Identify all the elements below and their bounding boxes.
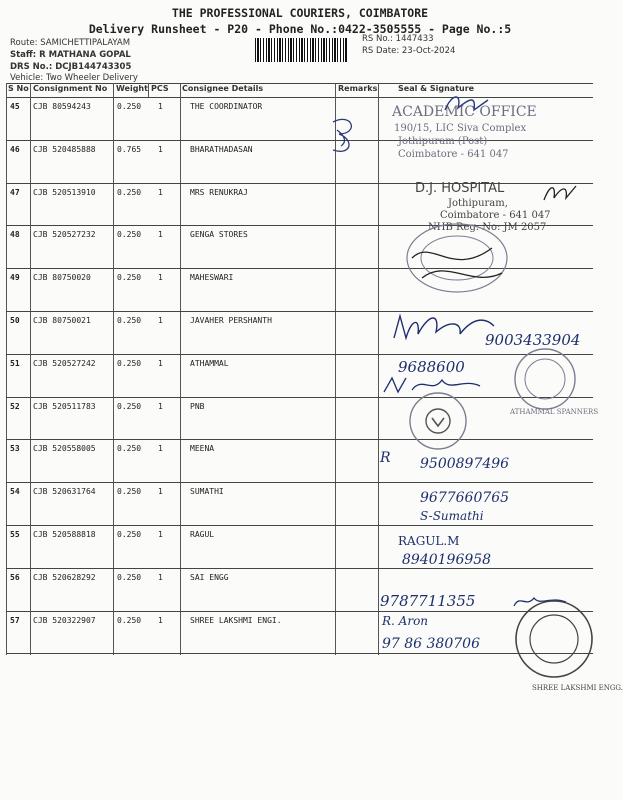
column-divider — [335, 83, 336, 655]
rs-number: RS No.: 1447433 — [362, 34, 434, 44]
column-divider — [30, 83, 31, 655]
cell-sno: 52 — [10, 401, 20, 411]
cell-consignment-no: CJB 520628292 — [33, 572, 96, 582]
cell-sno: 46 — [10, 144, 20, 154]
cell-pcs: 1 — [158, 444, 163, 454]
col-header-sno: S No — [8, 84, 29, 93]
cell-sno: 51 — [10, 358, 20, 368]
seal-stamp-line: Coimbatore - 641 047 — [398, 149, 509, 160]
cell-consignment-no: CJB 520513910 — [33, 187, 96, 197]
column-divider — [113, 83, 114, 655]
handwritten-name: R. Aron — [382, 614, 429, 628]
row-separator — [6, 354, 593, 355]
cell-consignment-no: CJB 80750021 — [33, 316, 91, 325]
cell-pcs: 1 — [158, 487, 163, 497]
cell-weight: 0.250 — [117, 444, 142, 454]
cell-consignment-no: CJB 520588818 — [33, 530, 96, 539]
vehicle-label: Vehicle: Two Wheeler Delivery — [10, 73, 138, 83]
cell-pcs: 1 — [158, 316, 163, 325]
cell-sno: 47 — [10, 187, 20, 197]
cell-consignment-no: CJB 520527232 — [33, 230, 96, 240]
cell-sno: 55 — [10, 530, 20, 539]
signature-mark — [540, 180, 580, 206]
cell-weight: 0.250 — [117, 615, 142, 625]
seal-stamp-line: Jothipuram, — [448, 198, 508, 209]
cell-consignee: ATHAMMAL — [190, 358, 229, 368]
handwritten-name: RAGUL.M — [398, 534, 460, 548]
row-separator — [6, 311, 593, 312]
handwritten-phone: 8940196958 — [402, 552, 492, 568]
cell-weight: 0.250 — [117, 316, 142, 325]
cell-consignee: GENGA STORES — [190, 230, 248, 240]
cell-sno: 45 — [10, 102, 20, 111]
handwritten-initials: R — [380, 450, 391, 466]
route-label: Route: SAMICHETTIPALAYAM — [10, 38, 131, 48]
handwritten-phone: 9688600 — [398, 358, 465, 376]
cell-weight: 0.250 — [117, 358, 142, 368]
cell-pcs: 1 — [158, 102, 163, 111]
cell-consignee: MAHESWARI — [190, 273, 234, 283]
col-header-weight: Weight — [116, 84, 148, 93]
handwritten-phone: 9787711355 — [380, 592, 476, 610]
cell-consignment-no: CJB 80750020 — [33, 273, 91, 283]
row-separator — [6, 183, 593, 184]
cell-sno: 49 — [10, 273, 20, 283]
round-seal-stamp — [402, 218, 512, 298]
cell-consignee: SHREE LAKSHMI ENGI. — [190, 615, 282, 625]
cell-consignment-no: CJB 80594243 — [33, 102, 91, 111]
cell-weight: 0.250 — [117, 487, 142, 497]
cell-consignee: PNB — [190, 401, 205, 411]
remark-scribble — [325, 112, 365, 162]
seal-stamp-line: D.J. HOSPITAL — [415, 181, 505, 196]
cell-weight: 0.250 — [117, 572, 142, 582]
cell-sno: 48 — [10, 230, 20, 240]
cell-consignee: THE COORDINATOR — [190, 102, 263, 111]
round-seal-stamp — [405, 390, 471, 452]
seal-stamp-caption: ATHAMMAL SPANNERS — [510, 408, 599, 416]
cell-sno: 56 — [10, 572, 20, 582]
cell-pcs: 1 — [158, 144, 163, 154]
table-left-border — [6, 83, 7, 655]
signature-mark — [440, 88, 510, 118]
column-divider — [148, 83, 149, 97]
seal-stamp-line: NHB Reg. No: JM 2057 — [428, 222, 547, 233]
row-separator — [6, 653, 593, 654]
rs-date: RS Date: 23-Oct-2024 — [362, 46, 456, 56]
cell-weight: 0.250 — [117, 273, 142, 283]
cell-weight: 0.250 — [117, 230, 142, 240]
cell-weight: 0.250 — [117, 401, 142, 411]
handwritten-phone: 9677660765 — [420, 490, 510, 506]
cell-consignment-no: CJB 520527242 — [33, 358, 96, 368]
col-header-consignee: Consignee Details — [182, 84, 264, 93]
cell-weight: 0.250 — [117, 530, 142, 539]
handwritten-phone: 9500897496 — [420, 456, 510, 472]
seal-stamp-line: Jothipuram (Post) — [398, 136, 488, 147]
cell-consignment-no: CJB 520558005 — [33, 444, 96, 454]
cell-consignment-no: CJB 520322907 — [33, 615, 96, 625]
row-separator — [6, 525, 593, 526]
row-separator — [6, 140, 593, 141]
cell-consignment-no: CJB 520631764 — [33, 487, 96, 497]
cell-consignee: MRS RENUKRAJ — [190, 187, 248, 197]
handwritten-name: S-Sumathi — [420, 509, 484, 523]
cell-consignee: SUMATHI — [190, 487, 224, 497]
cell-weight: 0.250 — [117, 187, 142, 197]
cell-consignment-no: CJB 520511783 — [33, 401, 96, 411]
round-seal-stamp — [512, 346, 578, 412]
row-separator — [6, 482, 593, 483]
round-seal-stamp — [510, 596, 598, 682]
cell-consignee: RAGUL — [190, 530, 215, 539]
document-title: THE PROFESSIONAL COURIERS, COIMBATORE — [171, 6, 429, 20]
seal-stamp-line: Coimbatore - 641 047 — [440, 210, 551, 221]
document-subtitle: Delivery Runsheet - P20 - Phone No.:0422-3505555 - Page No.:5 — [88, 22, 512, 36]
cell-consignee: SAI ENGG — [190, 572, 229, 582]
seal-stamp-line: ACADEMIC OFFICE — [392, 104, 537, 120]
cell-pcs: 1 — [158, 572, 163, 582]
cell-consignee: JAVAHER PERSHANTH — [190, 316, 272, 325]
cell-weight: 0.765 — [117, 144, 142, 154]
cell-pcs: 1 — [158, 230, 163, 240]
row-separator — [6, 568, 593, 569]
cell-pcs: 1 — [158, 530, 163, 539]
cell-sno: 54 — [10, 487, 20, 497]
column-divider — [378, 83, 379, 655]
cell-sno: 53 — [10, 444, 20, 454]
seal-stamp-line: 190/15, LIC Siva Complex — [394, 123, 527, 134]
cell-sno: 57 — [10, 615, 20, 625]
cell-consignee: MEENA — [190, 444, 215, 454]
seal-stamp-caption: SHREE LAKSHMI ENGG. — [532, 684, 623, 692]
handwritten-phone: 9003433904 — [485, 331, 581, 349]
cell-pcs: 1 — [158, 401, 163, 411]
col-header-consignment: Consignment No — [33, 84, 108, 93]
cell-pcs: 1 — [158, 273, 163, 283]
col-header-seal: Seal & Signature — [398, 84, 475, 93]
cell-pcs: 1 — [158, 358, 163, 368]
cell-consignee: BHARATHADASAN — [190, 144, 253, 154]
row-separator — [6, 611, 593, 612]
cell-sno: 50 — [10, 316, 20, 325]
barcode — [255, 38, 347, 62]
drs-label: DRS No.: DCJB144743305 — [10, 62, 132, 72]
col-header-remarks: Remarks — [338, 84, 378, 93]
row-separator — [6, 397, 593, 398]
cell-pcs: 1 — [158, 615, 163, 625]
col-header-pcs: PCS — [151, 84, 169, 93]
cell-consignment-no: CJB 520485888 — [33, 144, 96, 154]
staff-label: Staff: R MATHANA GOPAL — [10, 50, 131, 60]
cell-weight: 0.250 — [117, 102, 142, 111]
signature-mark — [390, 308, 500, 346]
cell-pcs: 1 — [158, 187, 163, 197]
column-divider — [180, 83, 181, 655]
handwritten-phone: 97 86 380706 — [382, 636, 480, 652]
row-separator — [6, 439, 593, 440]
